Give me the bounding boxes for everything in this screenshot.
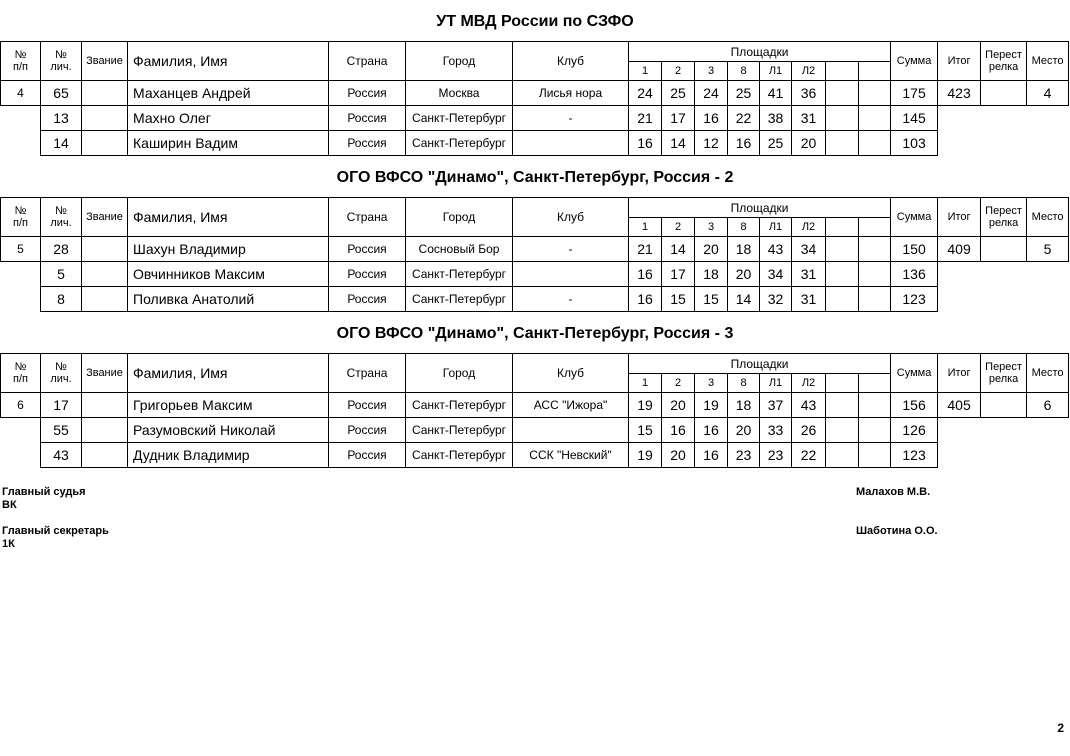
country-cell: Россия xyxy=(329,287,406,312)
club-cell xyxy=(513,418,629,443)
header-platform-col: 8 xyxy=(728,62,760,81)
platform-score-cell: 41 xyxy=(760,81,792,106)
platform-score-cell: 19 xyxy=(695,393,728,418)
empty-cell xyxy=(1027,287,1069,312)
platform-score-cell: 23 xyxy=(760,443,792,468)
header-row xyxy=(1,198,1069,218)
header-rank: Звание xyxy=(82,42,128,81)
chief-secretary-label xyxy=(2,525,109,551)
platform-score-cell: 16 xyxy=(695,418,728,443)
empty-cell xyxy=(1027,131,1069,156)
platform-score-cell: 24 xyxy=(695,81,728,106)
header-total: Итог xyxy=(938,198,981,237)
platform-score-cell: 43 xyxy=(792,393,826,418)
header-platforms: Площадки xyxy=(629,42,891,62)
header-club: Клуб xyxy=(513,354,629,393)
header-platform-col: 2 xyxy=(662,374,695,393)
rank-cell xyxy=(82,443,128,468)
platform-score-cell: 20 xyxy=(662,443,695,468)
lich-number-cell: 55 xyxy=(41,418,82,443)
platform-score-cell: 21 xyxy=(629,106,662,131)
header-platform-col: Л1 xyxy=(760,374,792,393)
country-cell: Россия xyxy=(329,81,406,106)
platform-score-cell: 18 xyxy=(695,262,728,287)
platform-score-cell xyxy=(859,287,891,312)
empty-cell xyxy=(981,287,1027,312)
header-platform-col: 1 xyxy=(629,62,662,81)
header-pp-line1: № xyxy=(14,361,27,373)
platform-score-cell: 16 xyxy=(728,131,760,156)
athlete-name-cell: Поливка Анатолий xyxy=(128,287,329,312)
header-pp-line2: п/п xyxy=(13,373,28,385)
platform-score-cell xyxy=(826,443,859,468)
header-shootoff-line1: Перест xyxy=(985,361,1022,373)
country-cell: Россия xyxy=(329,106,406,131)
platform-score-cell: 14 xyxy=(662,131,695,156)
empty-cell xyxy=(938,131,981,156)
team-place-cell: 6 xyxy=(1027,393,1069,418)
platform-score-cell: 36 xyxy=(792,81,826,106)
platform-score-cell: 14 xyxy=(662,237,695,262)
header-total: Итог xyxy=(938,42,981,81)
table-row xyxy=(1,418,1069,443)
platform-score-cell: 21 xyxy=(629,237,662,262)
table-row xyxy=(1,443,1069,468)
header-club: Клуб xyxy=(513,198,629,237)
country-cell: Россия xyxy=(329,237,406,262)
lich-number-cell: 65 xyxy=(41,81,82,106)
header-platform-col: 3 xyxy=(695,374,728,393)
city-cell: Санкт-Петербург xyxy=(406,287,513,312)
platform-score-cell xyxy=(826,81,859,106)
team-shootoff-cell xyxy=(981,237,1027,262)
empty-cell xyxy=(1027,106,1069,131)
platform-score-cell: 38 xyxy=(760,106,792,131)
club-cell: Лисья нора xyxy=(513,81,629,106)
platform-score-cell: 15 xyxy=(662,287,695,312)
lich-number-cell: 17 xyxy=(41,393,82,418)
platform-score-cell: 31 xyxy=(792,106,826,131)
header-sum: Сумма xyxy=(891,354,938,393)
sum-cell: 103 xyxy=(891,131,938,156)
platform-score-cell xyxy=(859,81,891,106)
chief-judge-name: Малахов М.В. xyxy=(856,486,931,498)
header-name: Фамилия, Имя xyxy=(128,354,329,393)
empty-cell xyxy=(938,287,981,312)
platform-score-cell xyxy=(826,237,859,262)
sum-cell: 175 xyxy=(891,81,938,106)
team-results-table xyxy=(0,353,1069,468)
country-cell: Россия xyxy=(329,262,406,287)
club-cell: ССК "Невский" xyxy=(513,443,629,468)
city-cell: Санкт-Петербург xyxy=(406,106,513,131)
sum-cell: 123 xyxy=(891,287,938,312)
team-pp-cell: 6 xyxy=(1,393,41,418)
platform-score-cell: 18 xyxy=(728,237,760,262)
platform-score-cell: 16 xyxy=(662,418,695,443)
chief-secretary-name: Шаботина О.О. xyxy=(856,525,938,537)
header-city: Город xyxy=(406,198,513,237)
platform-score-cell xyxy=(826,106,859,131)
header-platform-col: 3 xyxy=(695,218,728,237)
header-lich-line1: № xyxy=(55,361,67,373)
platform-score-cell: 19 xyxy=(629,393,662,418)
platform-score-cell: 16 xyxy=(695,106,728,131)
team-pp-cell: 5 xyxy=(1,237,41,262)
header-place: Место xyxy=(1027,42,1069,81)
sum-cell: 123 xyxy=(891,443,938,468)
header-shootoff xyxy=(981,42,1027,81)
chief-secretary-title: Главный секретарь xyxy=(2,525,109,537)
header-shootoff-line2: релка xyxy=(988,373,1019,385)
platform-score-cell: 14 xyxy=(728,287,760,312)
header-platform-col: 1 xyxy=(629,374,662,393)
platform-score-cell xyxy=(859,418,891,443)
header-platform-col: Л2 xyxy=(792,374,826,393)
platform-score-cell xyxy=(859,237,891,262)
club-cell xyxy=(513,131,629,156)
header-name: Фамилия, Имя xyxy=(128,198,329,237)
country-cell: Россия xyxy=(329,393,406,418)
header-rank: Звание xyxy=(82,354,128,393)
city-cell: Санкт-Петербург xyxy=(406,262,513,287)
athlete-name-cell: Разумовский Николай xyxy=(128,418,329,443)
sum-cell: 136 xyxy=(891,262,938,287)
header-city: Город xyxy=(406,354,513,393)
table-row xyxy=(1,262,1069,287)
page-number: 2 xyxy=(1057,721,1064,735)
empty-cell xyxy=(1,262,41,287)
lich-number-cell: 5 xyxy=(41,262,82,287)
athlete-name-cell: Каширин Вадим xyxy=(128,131,329,156)
header-country: Страна xyxy=(329,198,406,237)
header-club: Клуб xyxy=(513,42,629,81)
lich-number-cell: 8 xyxy=(41,287,82,312)
header-platform-col xyxy=(826,62,859,81)
team-title: ОГО ВФСО "Динамо", Санкт-Петербург, Россия - 2 xyxy=(336,169,734,186)
platform-score-cell: 12 xyxy=(695,131,728,156)
platform-score-cell xyxy=(859,106,891,131)
sum-cell: 126 xyxy=(891,418,938,443)
rank-cell xyxy=(82,131,128,156)
header-lich-line2: лич. xyxy=(50,373,72,385)
empty-cell xyxy=(981,443,1027,468)
rank-cell xyxy=(82,81,128,106)
team-total-cell: 409 xyxy=(938,237,981,262)
rank-cell xyxy=(82,237,128,262)
platform-score-cell: 16 xyxy=(629,287,662,312)
header-platform-col: 8 xyxy=(728,218,760,237)
platform-score-cell: 31 xyxy=(792,287,826,312)
lich-number-cell: 14 xyxy=(41,131,82,156)
header-row xyxy=(1,354,1069,374)
header-shootoff-line1: Перест xyxy=(985,49,1022,61)
sum-cell: 156 xyxy=(891,393,938,418)
team-results-table xyxy=(0,197,1069,312)
header-name: Фамилия, Имя xyxy=(128,42,329,81)
chief-secretary-rank: 1К xyxy=(2,538,15,550)
team-results-table xyxy=(0,41,1069,156)
header-pp xyxy=(1,354,41,393)
header-lich-line1: № xyxy=(55,205,67,217)
header-platform-col: Л1 xyxy=(760,218,792,237)
platform-score-cell xyxy=(859,443,891,468)
header-shootoff xyxy=(981,198,1027,237)
platform-score-cell: 33 xyxy=(760,418,792,443)
header-row xyxy=(1,42,1069,62)
header-sum: Сумма xyxy=(891,42,938,81)
platform-score-cell: 32 xyxy=(760,287,792,312)
platform-score-cell: 25 xyxy=(662,81,695,106)
club-cell: АСС "Ижора" xyxy=(513,393,629,418)
header-platform-col: 1 xyxy=(629,218,662,237)
header-platform-col xyxy=(859,374,891,393)
header-platform-col xyxy=(859,218,891,237)
platform-score-cell: 19 xyxy=(629,443,662,468)
header-lich xyxy=(41,198,82,237)
header-place: Место xyxy=(1027,198,1069,237)
header-platform-col: Л1 xyxy=(760,62,792,81)
platform-score-cell: 23 xyxy=(728,443,760,468)
platform-score-cell: 20 xyxy=(695,237,728,262)
platform-score-cell: 22 xyxy=(792,443,826,468)
header-pp-line1: № xyxy=(14,49,27,61)
platform-score-cell: 16 xyxy=(695,443,728,468)
platform-score-cell xyxy=(826,418,859,443)
sum-cell: 145 xyxy=(891,106,938,131)
country-cell: Россия xyxy=(329,418,406,443)
team-place-cell: 4 xyxy=(1027,81,1069,106)
platform-score-cell: 22 xyxy=(728,106,760,131)
platform-score-cell xyxy=(826,393,859,418)
rank-cell xyxy=(82,287,128,312)
platform-score-cell xyxy=(859,262,891,287)
platform-score-cell: 15 xyxy=(695,287,728,312)
empty-cell xyxy=(981,106,1027,131)
header-lich-line1: № xyxy=(55,49,67,61)
empty-cell xyxy=(1027,262,1069,287)
header-platform-col: 2 xyxy=(662,218,695,237)
chief-judge-rank: ВК xyxy=(2,499,17,511)
city-cell: Санкт-Петербург xyxy=(406,393,513,418)
header-rank: Звание xyxy=(82,198,128,237)
header-lich xyxy=(41,42,82,81)
team-title: ОГО ВФСО "Динамо", Санкт-Петербург, Россия - 3 xyxy=(336,325,734,342)
platform-score-cell: 37 xyxy=(760,393,792,418)
rank-cell xyxy=(82,106,128,131)
table-row xyxy=(1,393,1069,418)
empty-cell xyxy=(938,443,981,468)
platform-score-cell xyxy=(826,131,859,156)
rank-cell xyxy=(82,262,128,287)
rank-cell xyxy=(82,393,128,418)
header-platforms: Площадки xyxy=(629,354,891,374)
header-pp xyxy=(1,198,41,237)
header-shootoff-line2: релка xyxy=(988,217,1019,229)
platform-score-cell xyxy=(826,262,859,287)
table-row xyxy=(1,131,1069,156)
header-platform-col xyxy=(859,62,891,81)
athlete-name-cell: Шахун Владимир xyxy=(128,237,329,262)
platform-score-cell: 26 xyxy=(792,418,826,443)
team-total-cell: 423 xyxy=(938,81,981,106)
platform-score-cell: 15 xyxy=(629,418,662,443)
header-platform-col: Л2 xyxy=(792,218,826,237)
empty-cell xyxy=(938,106,981,131)
empty-cell xyxy=(938,418,981,443)
platform-score-cell xyxy=(826,287,859,312)
header-sum: Сумма xyxy=(891,198,938,237)
header-place: Место xyxy=(1027,354,1069,393)
header-pp-line1: № xyxy=(14,205,27,217)
team-shootoff-cell xyxy=(981,393,1027,418)
empty-cell xyxy=(1,443,41,468)
header-shootoff xyxy=(981,354,1027,393)
team-title: УТ МВД России по СЗФО xyxy=(436,13,634,30)
header-shootoff-line1: Перест xyxy=(985,205,1022,217)
platform-score-cell: 34 xyxy=(792,237,826,262)
header-lich-line2: лич. xyxy=(50,61,72,73)
header-shootoff-line2: релка xyxy=(988,61,1019,73)
platform-score-cell xyxy=(859,131,891,156)
platform-score-cell: 18 xyxy=(728,393,760,418)
team-pp-cell: 4 xyxy=(1,81,41,106)
athlete-name-cell: Овчинников Максим xyxy=(128,262,329,287)
club-cell: - xyxy=(513,106,629,131)
header-platform-col: 3 xyxy=(695,62,728,81)
lich-number-cell: 13 xyxy=(41,106,82,131)
rank-cell xyxy=(82,418,128,443)
team-total-cell: 405 xyxy=(938,393,981,418)
empty-cell xyxy=(1027,418,1069,443)
header-country: Страна xyxy=(329,42,406,81)
empty-cell xyxy=(1,418,41,443)
table-row xyxy=(1,287,1069,312)
header-lich xyxy=(41,354,82,393)
header-pp-line2: п/п xyxy=(13,61,28,73)
athlete-name-cell: Маханцев Андрей xyxy=(128,81,329,106)
header-platform-col: Л2 xyxy=(792,62,826,81)
header-country: Страна xyxy=(329,354,406,393)
city-cell: Москва xyxy=(406,81,513,106)
city-cell: Санкт-Петербург xyxy=(406,131,513,156)
platform-score-cell: 25 xyxy=(760,131,792,156)
club-cell xyxy=(513,262,629,287)
header-total: Итог xyxy=(938,354,981,393)
platform-score-cell: 24 xyxy=(629,81,662,106)
chief-judge-label xyxy=(2,486,86,512)
platform-score-cell: 31 xyxy=(792,262,826,287)
header-platform-col xyxy=(826,218,859,237)
empty-cell xyxy=(938,262,981,287)
header-platform-col: 2 xyxy=(662,62,695,81)
sum-cell: 150 xyxy=(891,237,938,262)
header-pp xyxy=(1,42,41,81)
header-platform-col: 8 xyxy=(728,374,760,393)
chief-judge-title: Главный судья xyxy=(2,486,86,498)
empty-cell xyxy=(1027,443,1069,468)
empty-cell xyxy=(981,418,1027,443)
empty-cell xyxy=(981,262,1027,287)
platform-score-cell: 17 xyxy=(662,106,695,131)
athlete-name-cell: Махно Олег xyxy=(128,106,329,131)
table-row xyxy=(1,106,1069,131)
header-platforms: Площадки xyxy=(629,198,891,218)
platform-score-cell: 20 xyxy=(792,131,826,156)
athlete-name-cell: Дудник Владимир xyxy=(128,443,329,468)
empty-cell xyxy=(1,131,41,156)
header-pp-line2: п/п xyxy=(13,217,28,229)
table-row xyxy=(1,237,1069,262)
lich-number-cell: 43 xyxy=(41,443,82,468)
city-cell: Сосновый Бор xyxy=(406,237,513,262)
platform-score-cell xyxy=(859,393,891,418)
team-place-cell: 5 xyxy=(1027,237,1069,262)
header-lich-line2: лич. xyxy=(50,217,72,229)
lich-number-cell: 28 xyxy=(41,237,82,262)
platform-score-cell: 34 xyxy=(760,262,792,287)
country-cell: Россия xyxy=(329,443,406,468)
country-cell: Россия xyxy=(329,131,406,156)
platform-score-cell: 20 xyxy=(728,418,760,443)
athlete-name-cell: Григорьев Максим xyxy=(128,393,329,418)
empty-cell xyxy=(1,287,41,312)
platform-score-cell: 20 xyxy=(662,393,695,418)
team-shootoff-cell xyxy=(981,81,1027,106)
header-city: Город xyxy=(406,42,513,81)
empty-cell xyxy=(981,131,1027,156)
city-cell: Санкт-Петербург xyxy=(406,443,513,468)
club-cell: - xyxy=(513,237,629,262)
table-row xyxy=(1,81,1069,106)
club-cell: - xyxy=(513,287,629,312)
platform-score-cell: 17 xyxy=(662,262,695,287)
platform-score-cell: 16 xyxy=(629,131,662,156)
platform-score-cell: 43 xyxy=(760,237,792,262)
platform-score-cell: 16 xyxy=(629,262,662,287)
empty-cell xyxy=(1,106,41,131)
city-cell: Санкт-Петербург xyxy=(406,418,513,443)
header-platform-col xyxy=(826,374,859,393)
platform-score-cell: 20 xyxy=(728,262,760,287)
platform-score-cell: 25 xyxy=(728,81,760,106)
